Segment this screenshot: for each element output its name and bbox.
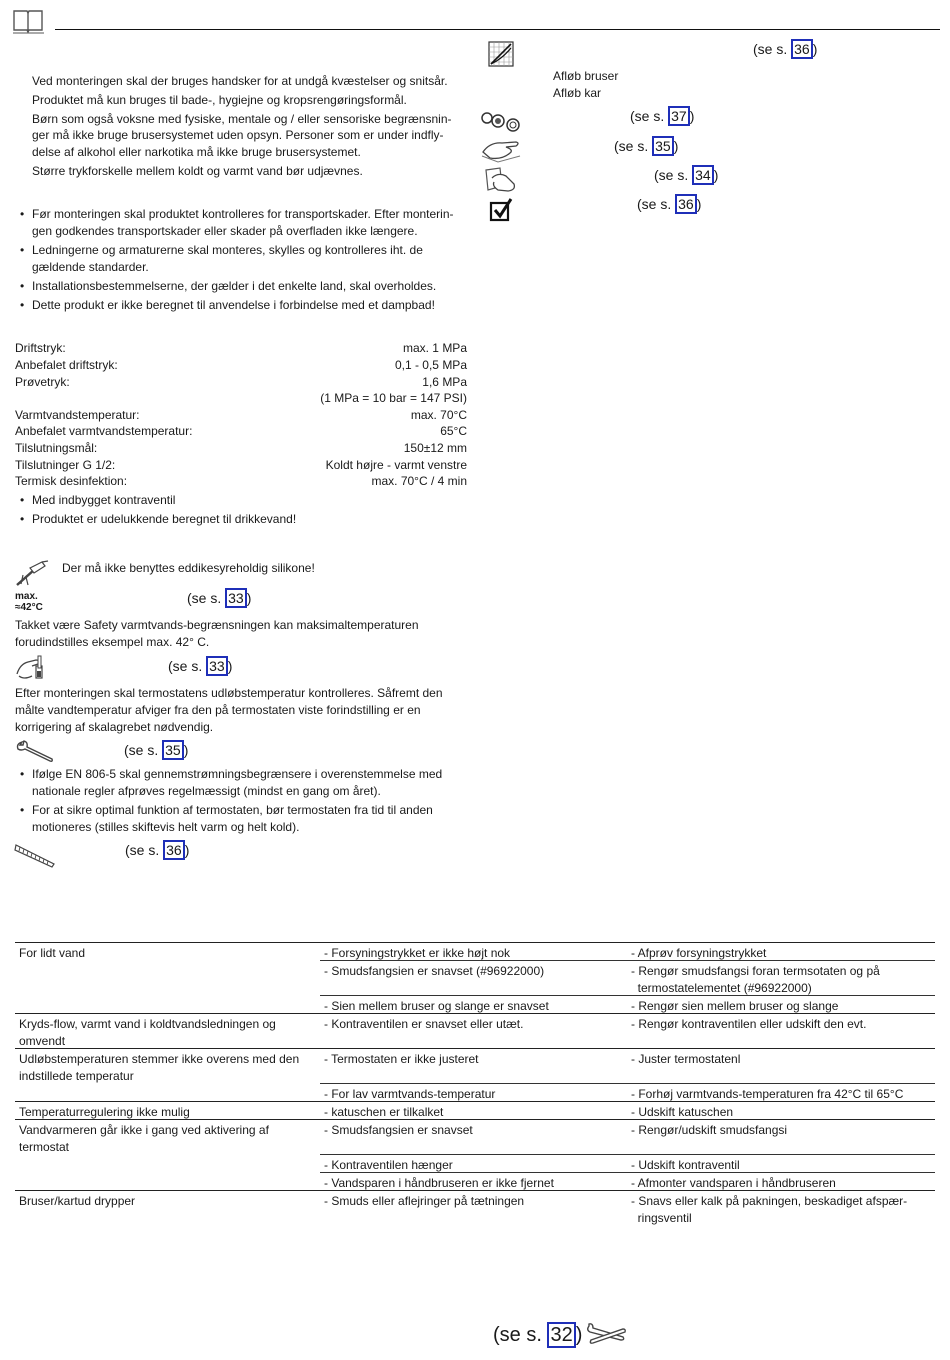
spec-value: (1 MPa = 10 bar = 147 PSI) [320, 391, 467, 405]
silicone-note: Der må ikke benyttes eddikesyreholdig silikone! [62, 561, 315, 575]
spec-value: max. 70°C / 4 min [371, 474, 467, 488]
bullet-dot: • [20, 493, 25, 507]
table-row-divider [320, 995, 935, 996]
ref-prefix: (se s. [125, 842, 164, 858]
checkbox-icon [489, 197, 515, 223]
page-link-34[interactable]: 34 [692, 165, 714, 185]
header-rule [55, 29, 940, 30]
bullet-text: motioneres (stilles skiftevis helt varm og helt kold). [32, 820, 300, 834]
open-book-icon [12, 8, 45, 34]
flow-diagram-icon [488, 41, 514, 67]
ref-suffix: ) [227, 658, 233, 674]
cause-cell: - Forsyningstrykket er ikke højt nok [324, 946, 511, 960]
bullet-dot: • [20, 767, 25, 781]
spec-label: Termisk desinfektion: [15, 474, 128, 488]
spec-label: Tilslutningsmål: [15, 441, 98, 455]
problem-cell: Temperaturregulering ikke mulig [19, 1105, 190, 1119]
bullet-text: nationale regler afprøves regelmæssigt (mindst en gang om året). [32, 784, 381, 798]
spec-label: Tilslutninger G 1/2: [15, 458, 116, 472]
problem-cell: Udløbstemperaturen stemmer ikke overens med den indstillede temperatur [19, 1052, 300, 1083]
page-link-36[interactable]: 36 [791, 39, 813, 59]
table-group-divider [15, 1119, 935, 1120]
flow-label: Afløb bruser [553, 69, 619, 83]
bullet-dot: • [20, 279, 25, 293]
ref-suffix: ) [575, 1324, 583, 1346]
remedy-cell: - Afmonter vandsparen i håndbruseren [631, 1176, 836, 1190]
wiping-hand-icon [482, 166, 518, 194]
measure-ref [125, 840, 189, 860]
ref-prefix: (se s. [124, 742, 163, 758]
page-link-33[interactable]: 33 [225, 588, 247, 608]
safety-stop-ref [187, 588, 251, 608]
calibration-text: korrigering af skalagrebet nødvendig. [15, 720, 214, 734]
spec-label: Anbefalet driftstryk: [15, 358, 118, 372]
ref-prefix: (se s. [654, 167, 693, 183]
bullet-text: Dette produkt er ikke beregnet til anvendelse i forbindelse med et dampbad! [32, 298, 435, 312]
safety-stop-text: forudindstilles eksempel max. 42° C. [15, 635, 210, 649]
ref-prefix: (se s. [614, 138, 653, 154]
ref-suffix: ) [812, 41, 818, 57]
table-group-divider [15, 1013, 935, 1014]
ref-suffix: ) [673, 138, 679, 154]
remedy-cell: - Forhøj varmtvands-temperaturen fra 42°C til 65°C [631, 1087, 904, 1101]
spec-value: max. 70°C [410, 408, 467, 422]
ref-suffix: ) [246, 590, 252, 606]
table-row-divider [320, 960, 935, 961]
bullet-text: Ifølge EN 806-5 skal gennemstrømningsbegrænsere i overenstemmelse med [32, 767, 443, 781]
spec-value: 0,1 - 0,5 MPa [394, 358, 467, 372]
spec-label: Prøvetryk: [15, 375, 70, 389]
safety-line: delse af alkohol eller narkotika må ikke bruge brusersystemet. [32, 145, 361, 159]
spec-label: Driftstryk: [15, 341, 66, 355]
remedy-cell: - Rengør sien mellem bruser og slange [631, 999, 839, 1013]
cause-cell: - Smuds eller aflejringer på tætningen [324, 1194, 525, 1208]
ref-suffix: ) [183, 742, 189, 758]
bullet-dot: • [20, 803, 25, 817]
maintenance-ref [124, 740, 188, 760]
cleaning-hand-icon [480, 138, 522, 164]
problem-cell: For lidt vand [19, 946, 86, 960]
page-link-35[interactable]: 35 [652, 136, 674, 156]
bullet-dot: • [20, 207, 25, 221]
ref-prefix: (se s. [753, 41, 792, 57]
wrench-icon [14, 739, 56, 765]
bullet-text: Installationsbestemmelserne, der gælder i det enkelte land, skal overholdes. [32, 279, 437, 293]
ref-prefix: (se s. [187, 590, 226, 606]
remedy-cell: - Rengør kontraventilen eller udskift den evt. [631, 1017, 867, 1031]
ruler-icon [14, 842, 56, 868]
max-temp-icon [15, 591, 43, 613]
parts-ref [630, 106, 694, 126]
safety-stop-text: Takket være Safety varmtvands-begrænsningen kan maksimaltemperaturen [15, 618, 419, 632]
table-group-divider [15, 1048, 935, 1049]
bullet-text: Med indbygget kontraventil [32, 493, 176, 507]
page-link-32[interactable]: 32 [547, 1322, 575, 1348]
spec-value: 150±12 mm [403, 441, 467, 455]
cause-cell: - Smudsfangsien er snavset [324, 1123, 473, 1137]
bullet-text: gældende standarder. [32, 260, 149, 274]
flow-ref [753, 39, 817, 59]
problem-cell: Bruser/kartud drypper [19, 1194, 136, 1208]
cleaning-ref [614, 136, 678, 156]
bullet-dot: • [20, 512, 25, 526]
spec-value: 65°C [440, 424, 467, 438]
calibration-text: Efter monteringen skal termostatens udløbstemperatur kontrolleres. Såfremt den [15, 686, 443, 700]
table-group-divider [15, 942, 935, 943]
bullet-dot: • [20, 298, 25, 312]
spec-label: Varmtvandstemperatur: [15, 408, 140, 422]
cause-cell: - Vandsparen i håndbruseren er ikke fjernet [324, 1176, 554, 1190]
silicone-gun-icon [14, 560, 50, 588]
cause-cell: - Sien mellem bruser og slange er snavset [324, 999, 549, 1013]
cause-cell: - Kontraventilen er snavset eller utæt. [324, 1017, 524, 1031]
safety-line: Produktet må kun bruges til bade-, hygiejne og kropsrengøringsformål. [32, 93, 407, 107]
ref-suffix: ) [713, 167, 719, 183]
cause-cell: - Kontraventilen hænger [324, 1158, 453, 1172]
page-link-33[interactable]: 33 [206, 656, 228, 676]
cause-cell: - Termostaten er ikke justeret [324, 1052, 479, 1066]
safety-line: Ved monteringen skal der bruges handsker for at undgå kvæstelser og snitsår. [32, 74, 448, 88]
table-group-divider [15, 1101, 935, 1102]
cause-cell: - For lav varmtvands-temperatur [324, 1087, 496, 1101]
spare-parts-icon [480, 108, 522, 136]
flow-label: Afløb kar [553, 86, 602, 100]
remedy-cell: - Snavs eller kalk på pakningen, beskadiget afspær- ringsventil [631, 1194, 908, 1225]
tools-icon [585, 1320, 627, 1348]
remedy-cell: - Juster termostatenl [631, 1052, 741, 1066]
table-row-divider [320, 1083, 935, 1084]
table-group-divider [15, 1190, 935, 1191]
spec-value: Koldt højre - varmt venstre [325, 458, 467, 472]
safety-line: Større trykforskelle mellem koldt og varmt vand bør udjævnes. [32, 164, 363, 178]
ref-suffix: ) [696, 196, 702, 212]
bullet-text: Ledningerne og armaturerne skal monteres, skylles og kontrolleres iht. de [32, 243, 423, 257]
ref-prefix: (se s. [630, 108, 669, 124]
bullet-text: Produktet er udelukkende beregnet til drikkevand! [32, 512, 297, 526]
page-link-36[interactable]: 36 [163, 840, 185, 860]
ref-prefix: (se s. [493, 1324, 548, 1346]
safety-line: ger må ikke bruge brusersystemet uden opsyn. Personer som er under indfly- [32, 128, 444, 142]
thermometer-hand-icon [14, 654, 48, 682]
bullet-text: Før monteringen skal produktet kontrolleres for transportskader. Efter monterin- [32, 207, 454, 221]
problem-cell: Kryds-flow, varmt vand i koldtvandsledningen og omvendt [19, 1017, 276, 1048]
spec-value: max. 1 MPa [402, 341, 467, 355]
page-link-36[interactable]: 36 [675, 194, 697, 214]
cause-cell: - katuschen er tilkalket [324, 1105, 444, 1119]
table-row-divider [320, 1172, 935, 1173]
calibration-ref [168, 656, 232, 676]
ref-suffix: ) [689, 108, 695, 124]
page-link-35[interactable]: 35 [162, 740, 184, 760]
ref-prefix: (se s. [637, 196, 676, 212]
page-link-37[interactable]: 37 [668, 106, 690, 126]
bullet-dot: • [20, 243, 25, 257]
max-temp-icon-line: ≈42°C [15, 602, 43, 613]
bullet-text: For at sikre optimal funktion af termostaten, bør termostaten fra tid til anden [32, 803, 433, 817]
max-temp-icon-line: max. [15, 591, 38, 602]
bullet-text: gen godkendes transportskader eller skader på overfladen ikke længere. [32, 224, 418, 238]
table-row-divider [320, 1154, 935, 1155]
ref-prefix: (se s. [168, 658, 207, 674]
footer-ref [493, 1321, 582, 1349]
safety-line: Børn som også voksne med fysiske, mentale og / eller sensoriske begrænsnin- [32, 112, 452, 126]
wipe-ref [654, 165, 718, 185]
remedy-cell: - Rengør/udskift smudsfangsi [631, 1123, 788, 1137]
spec-label: Anbefalet varmtvandstemperatur: [15, 424, 193, 438]
test-ref [637, 194, 701, 214]
spec-value: 1,6 MPa [422, 375, 467, 389]
remedy-cell: - Udskift katuschen [631, 1105, 734, 1119]
remedy-cell: - Afprøv forsyningstrykket [631, 946, 767, 960]
cause-cell: - Smudsfangsien er snavset (#96922000) [324, 964, 545, 978]
calibration-text: målte vandtemperatur afviger fra den på termostaten viste forindstilling er en [15, 703, 421, 717]
problem-cell: Vandvarmeren går ikke i gang ved aktivering af termostat [19, 1123, 269, 1154]
remedy-cell: - Rengør smudsfangsi foran termsotaten og på termostatelementet (#96922000) [631, 964, 880, 995]
ref-suffix: ) [184, 842, 190, 858]
remedy-cell: - Udskift kontraventil [631, 1158, 740, 1172]
